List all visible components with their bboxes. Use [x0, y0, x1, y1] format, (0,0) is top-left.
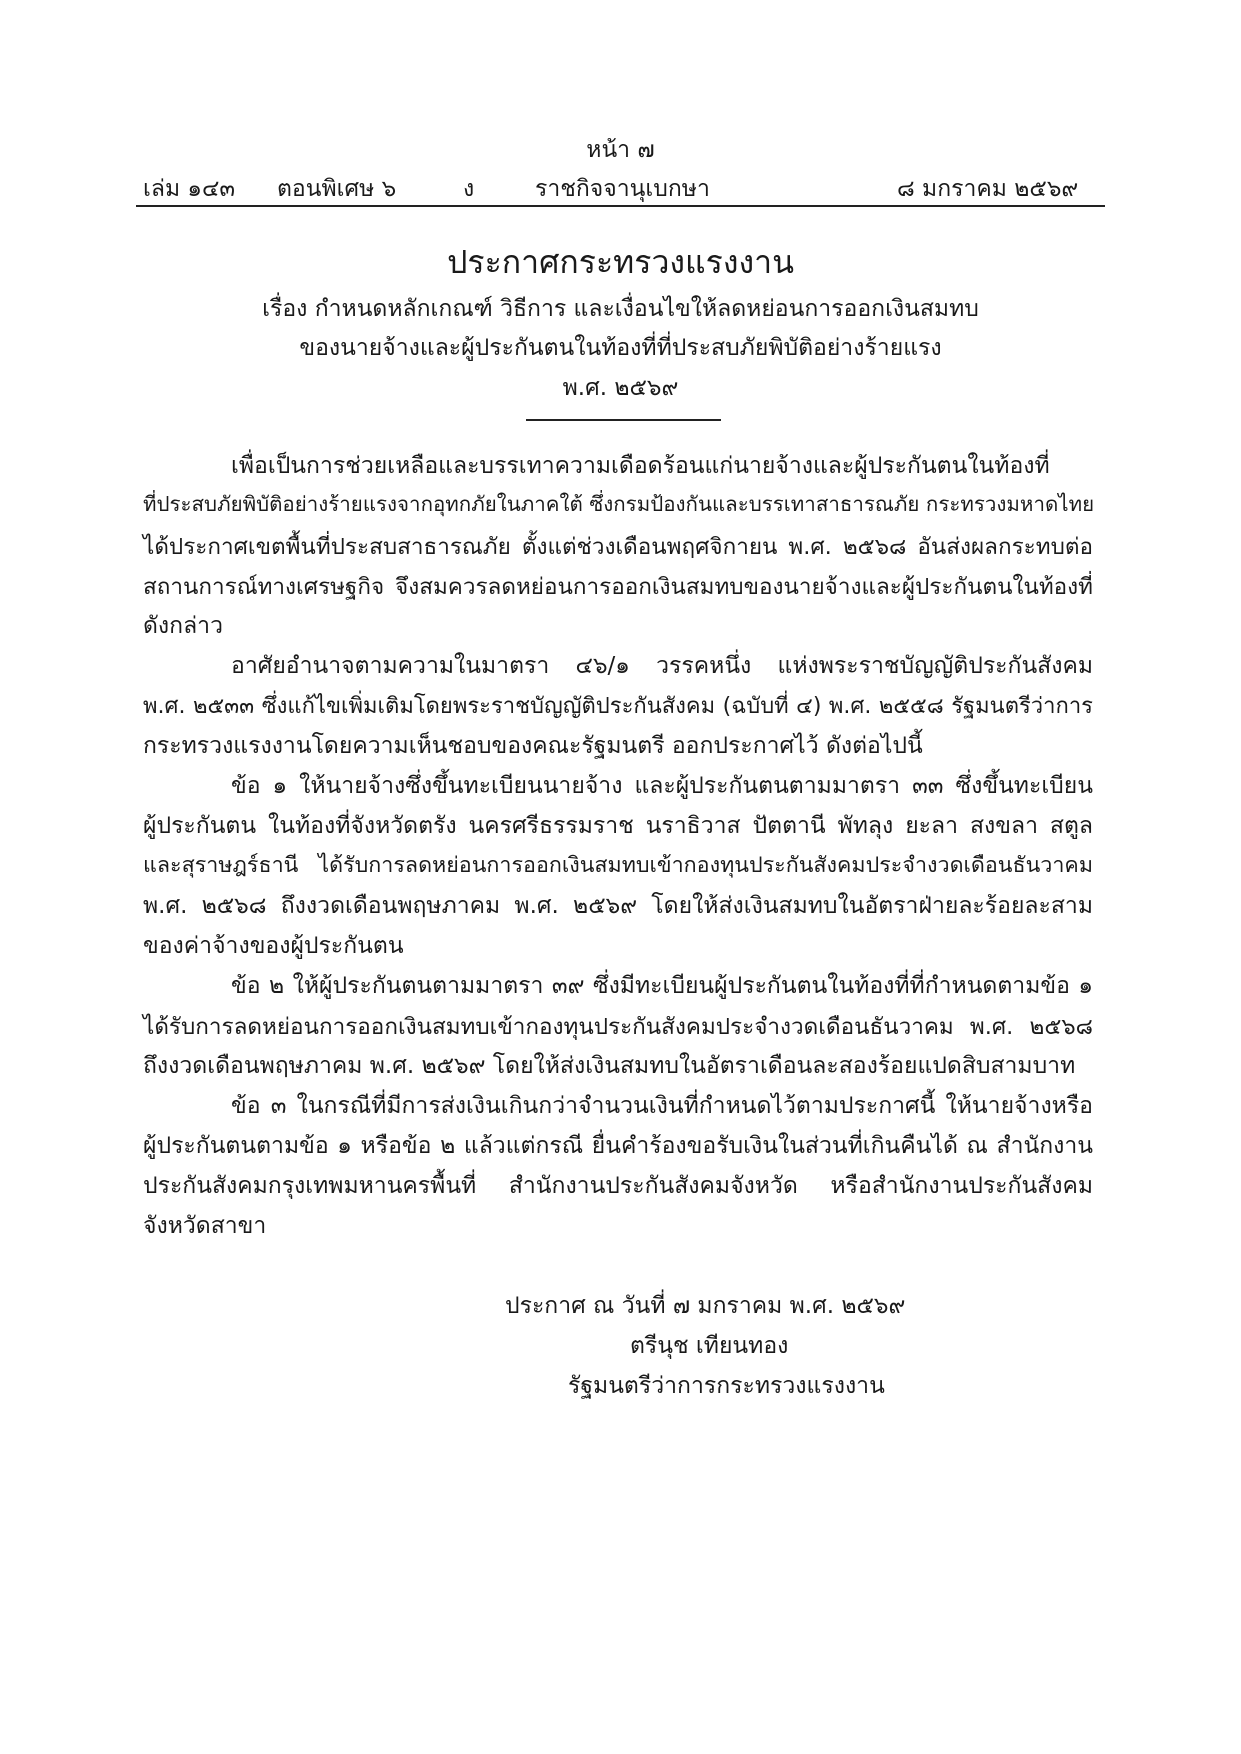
clause-2-line: ข้อ ๒ ให้ผู้ประกันตนตามมาตรา ๓๙ ซึ่งมีทะเบียนผู้ประกันตนในท้องที่ที่กำหนดตามข้อ ๑: [231, 973, 1093, 999]
title-divider: [526, 419, 721, 421]
announcement-title: ประกาศกระทรวงแรงงาน: [447, 243, 794, 281]
body-line: ได้ประกาศเขตพื้นที่ประสบสาธารณภัย ตั้งแต่ช่วงเดือนพฤศจิกายน พ.ศ. ๒๕๖๘ อันส่งผลกระทบต่อ: [143, 534, 1093, 560]
clause-1-line: ผู้ประกันตน ในท้องที่จังหวัดตรัง นครศรีธรรมราช นราธิวาส ปัตตานี พัทลุง ยะลา สงขลา สตูล: [143, 813, 1093, 839]
clause-3-line: ข้อ ๓ ในกรณีที่มีการส่งเงินเกินกว่าจำนวนเงินที่กำหนดไว้ตามประกาศนี้ ให้นายจ้างหรือ: [231, 1093, 1093, 1119]
clause-3-line: ผู้ประกันตนตามข้อ ๑ หรือข้อ ๒ แล้วแต่กรณี ยื่นคำร้องขอรับเงินในส่วนที่เกินคืนได้ ณ สำนักงาน: [143, 1133, 1093, 1159]
clause-1-line: ของค่าจ้างของผู้ประกันตน: [143, 933, 404, 959]
announcement-subject: เรื่อง กำหนดหลักเกณฑ์ วิธีการ และเงื่อนไขให้ลดหย่อนการออกเงินสมทบ: [262, 296, 979, 322]
announcement-year: พ.ศ. ๒๕๖๙: [562, 375, 679, 401]
announcement-dated: ประกาศ ณ วันที่ ๗ มกราคม พ.ศ. ๒๕๖๙: [505, 1293, 906, 1319]
publication-date: ๘ มกราคม ๒๕๖๙: [897, 176, 1079, 202]
header-divider: [136, 205, 1105, 207]
body-line: พ.ศ. ๒๕๓๓ ซึ่งแก้ไขเพิ่มเติมโดยพระราชบัญญัติประกันสังคม (ฉบับที่ ๔) พ.ศ. ๒๕๕๘ รัฐมนตรีว่าการ: [143, 694, 1093, 719]
clause-2-line: ถึงงวดเดือนพฤษภาคม พ.ศ. ๒๕๖๙ โดยให้ส่งเงินสมทบในอัตราเดือนละสองร้อยแปดสิบสามบาท: [143, 1053, 1076, 1079]
body-line: ดังกล่าว: [143, 613, 224, 639]
clause-1-line: พ.ศ. ๒๕๖๘ ถึงงวดเดือนพฤษภาคม พ.ศ. ๒๕๖๙ โดยให้ส่งเงินสมทบในอัตราฝ่ายละร้อยละสาม: [143, 893, 1093, 919]
body-line: เพื่อเป็นการช่วยเหลือและบรรเทาความเดือดร้อนแก่นายจ้างและผู้ประกันตนในท้องที่: [231, 453, 1050, 479]
clause-3-line: ประกันสังคมกรุงเทพมหานครพื้นที่ สำนักงานประกันสังคมจังหวัด หรือสำนักงานประกันสังคม: [143, 1173, 1093, 1199]
body-line: สถานการณ์ทางเศรษฐกิจ จึงสมควรลดหย่อนการออกเงินสมทบของนายจ้างและผู้ประกันตนในท้องที่: [143, 574, 1093, 600]
gazette-part: ง: [463, 176, 475, 202]
announcement-subject-continued: ของนายจ้างและผู้ประกันตนในท้องที่ที่ประสบภัยพิบัติอย่างร้ายแรง: [299, 335, 942, 361]
special-section: ตอนพิเศษ ๖: [277, 176, 397, 202]
body-line: อาศัยอำนาจตามความในมาตรา ๔๖/๑ วรรคหนึ่ง แห่งพระราชบัญญัติประกันสังคม: [231, 653, 1093, 679]
body-line: กระทรวงแรงงานโดยความเห็นชอบของคณะรัฐมนตรี ออกประกาศไว้ ดังต่อไปนี้: [143, 733, 923, 759]
clause-1-line: และสุราษฎร์ธานี ได้รับการลดหย่อนการออกเงินสมทบเข้ากองทุนประกันสังคมประจำงวดเดือนธันวาคม: [143, 853, 1093, 878]
body-line: ที่ประสบภัยพิบัติอย่างร้ายแรงจากอุทกภัยในภาคใต้ ซึ่งกรมป้องกันและบรรเทาสาธารณภัย กระทรวงมหาดไทย: [143, 492, 1095, 516]
clause-2-line: ได้รับการลดหย่อนการออกเงินสมทบเข้ากองทุนประกันสังคมประจำงวดเดือนธันวาคม พ.ศ. ๒๕๖๘: [143, 1014, 1093, 1040]
page-number: หน้า ๗: [586, 137, 655, 163]
volume-number: เล่ม ๑๔๓: [143, 176, 236, 202]
clause-3-line: จังหวัดสาขา: [143, 1213, 267, 1239]
gazette-name: ราชกิจจานุเบกษา: [535, 176, 710, 202]
signatory-position: รัฐมนตรีว่าการกระทรวงแรงงาน: [568, 1373, 885, 1399]
signatory-name: ตรีนุช เทียนทอง: [630, 1333, 789, 1359]
clause-1-line: ข้อ ๑ ให้นายจ้างซึ่งขึ้นทะเบียนนายจ้าง และผู้ประกันตนตามมาตรา ๓๓ ซึ่งขึ้นทะเบียน: [231, 773, 1093, 799]
